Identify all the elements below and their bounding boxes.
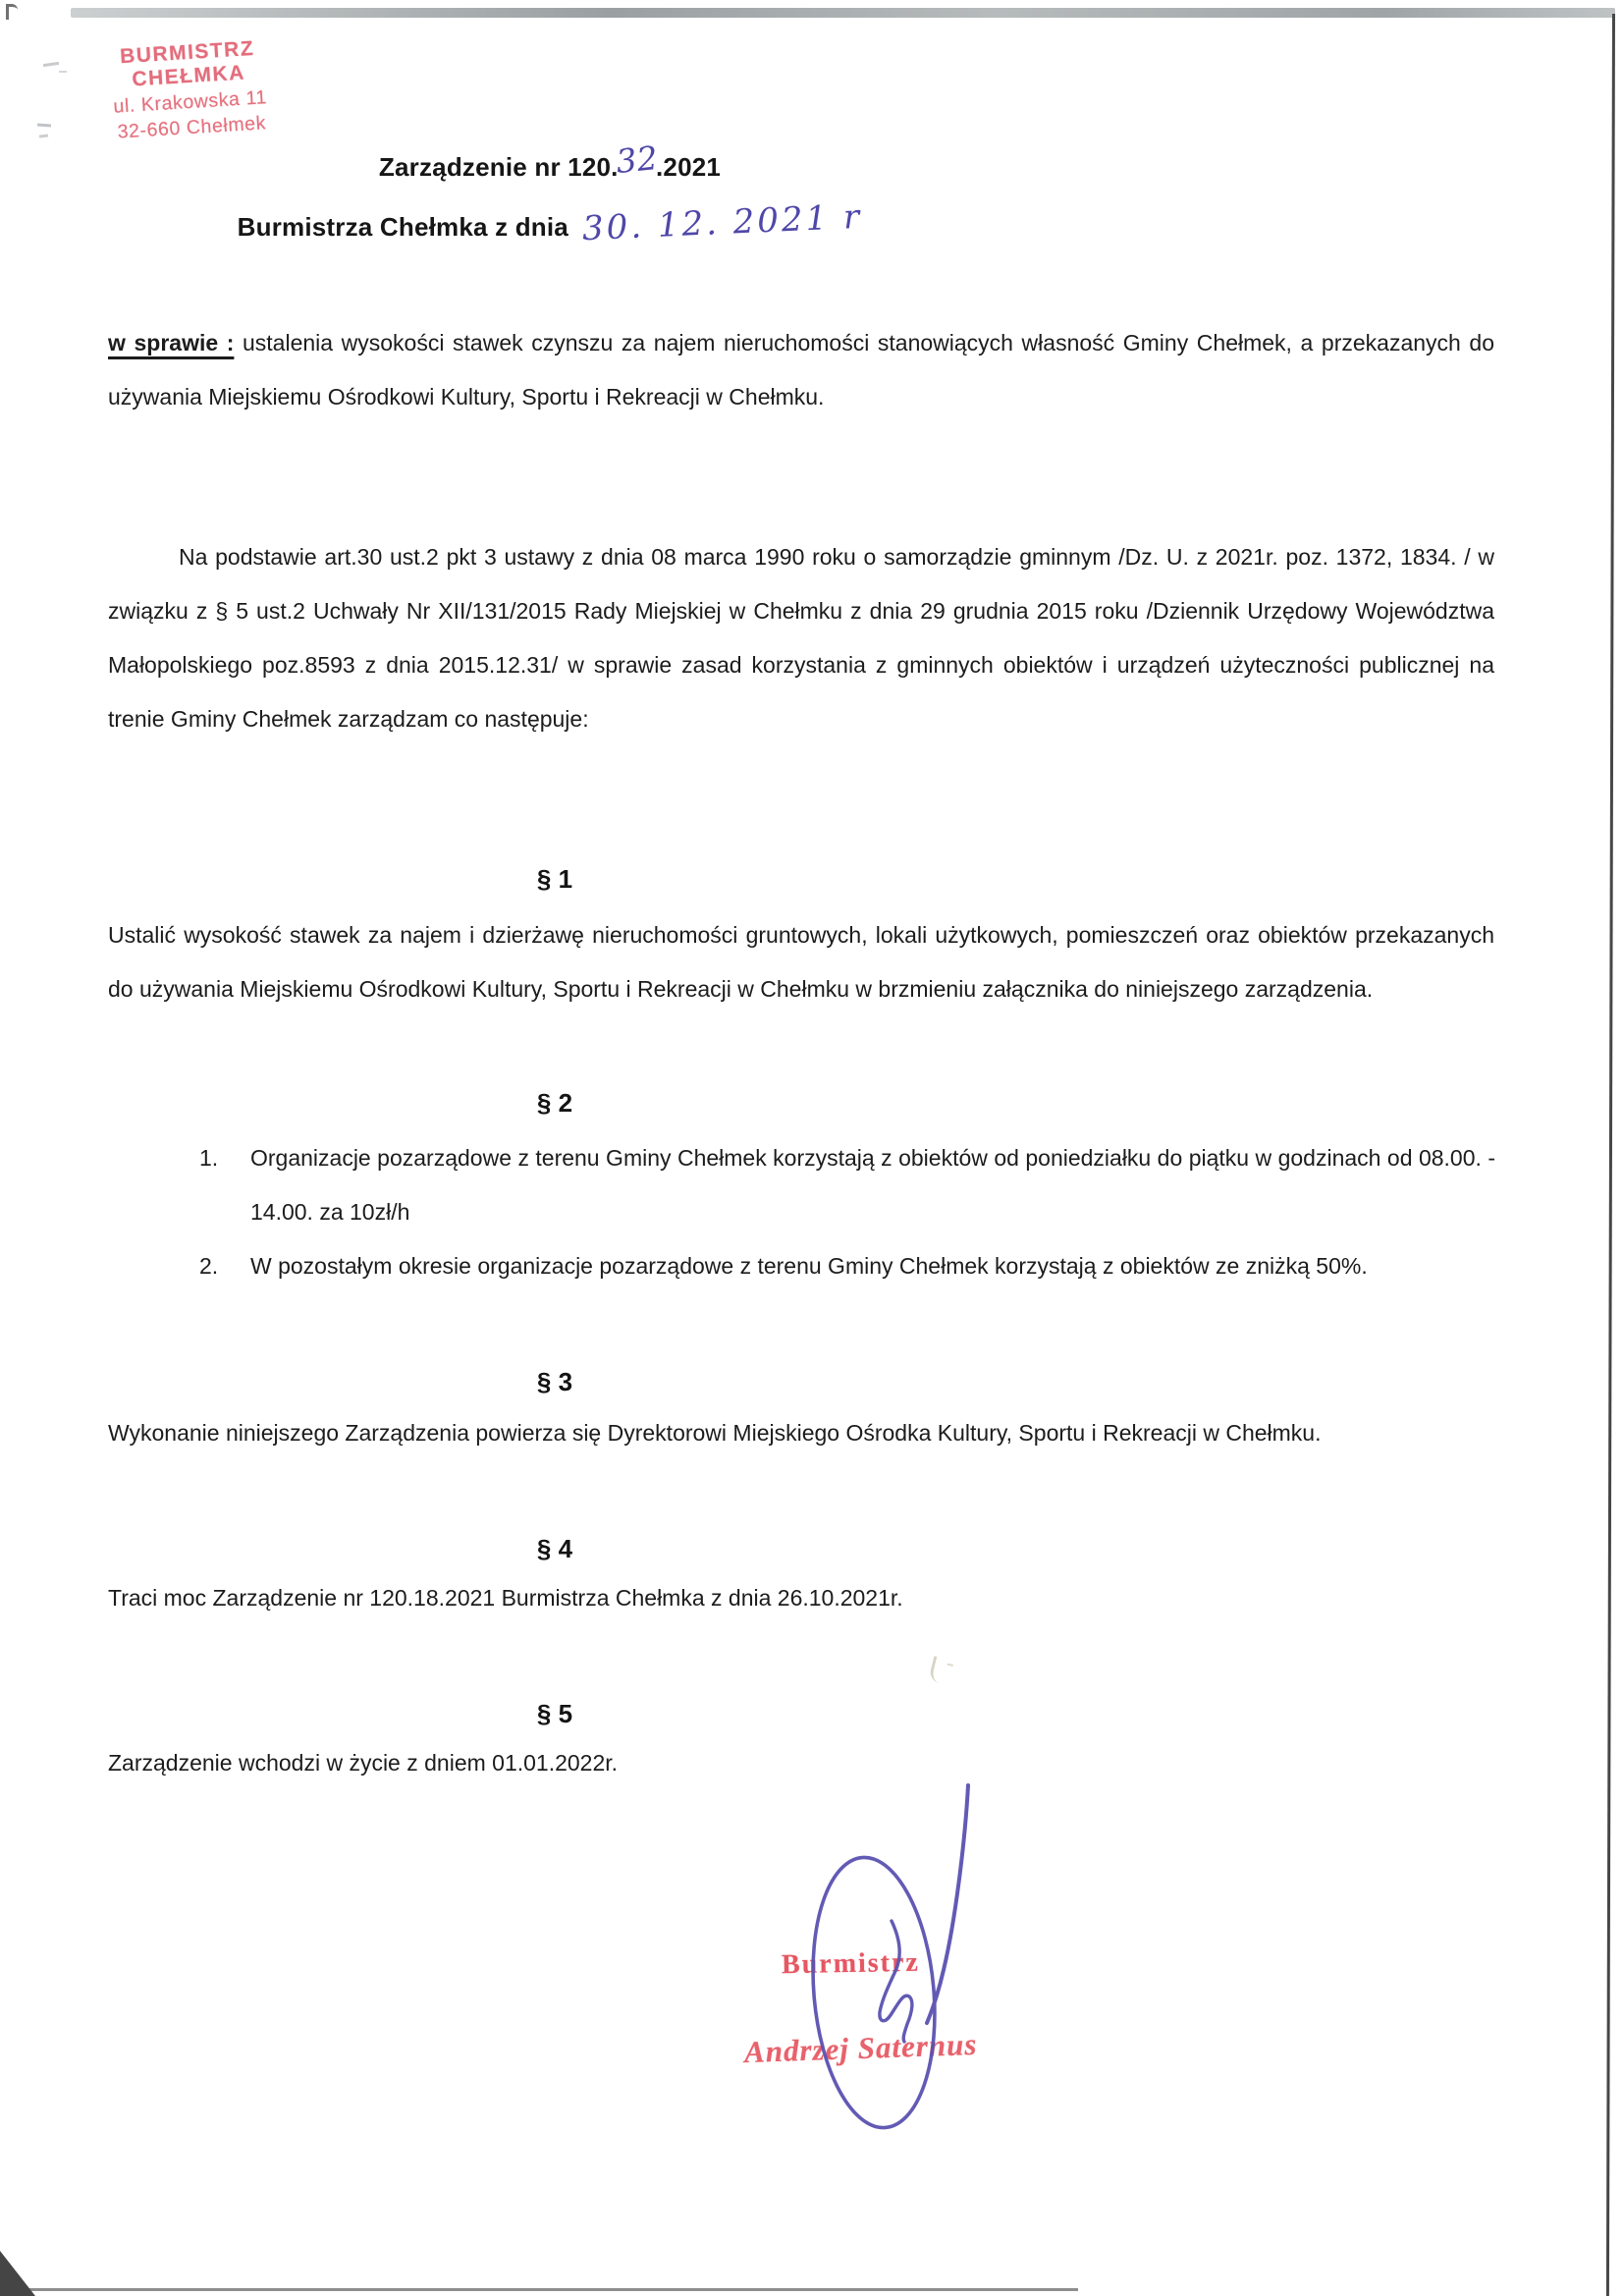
section-1-paragraph: Ustalić wysokość stawek za najem i dzierżawę nieruchomości gruntowych, lokali użytkowych, pomieszczeń oraz obiektów przekazanych do używania Miejskiemu Ośrodkowi Kultury, Sportu i Rekreacji w Chełmku w brzmieniu załącznika do niniejszego zarządzenia. bbox=[108, 922, 1494, 1002]
section-2-heading: § 2 bbox=[536, 1088, 573, 1118]
section-3-heading: § 3 bbox=[536, 1367, 573, 1396]
pencil-mark bbox=[59, 71, 67, 73]
stamp-office-name: BURMISTRZ CHEŁMKA bbox=[119, 36, 255, 91]
document-title bbox=[108, 137, 992, 249]
pencil-mark bbox=[39, 135, 48, 138]
mayor-name-stamp: Andrzej Saternus bbox=[743, 2026, 978, 2070]
scan-edge-right bbox=[1606, 14, 1615, 2296]
title-mayor-of: Burmistrza Chełmka z dnia bbox=[237, 212, 568, 242]
handwritten-signature bbox=[727, 1776, 1060, 2168]
section-5-paragraph: Zarządzenie wchodzi w życie z dniem 01.01.2022r. bbox=[108, 1750, 619, 1776]
scan-edge-bottom bbox=[0, 2288, 1078, 2291]
pencil-mark bbox=[37, 124, 51, 128]
title-line-ordinance-number bbox=[108, 137, 992, 184]
section-1-heading: § 1 bbox=[536, 864, 573, 894]
scan-corner-fold bbox=[0, 2251, 35, 2296]
list-number: 1. bbox=[199, 1145, 219, 1171]
title-suffix: .2021 bbox=[656, 152, 722, 182]
mayor-title-stamp: Burmistrz bbox=[781, 1946, 921, 1981]
stamp-street: ul. Krakowska 11 bbox=[112, 86, 268, 118]
section-2-item-2 bbox=[199, 1239, 1495, 1293]
subject-text: ustalenia wysokości stawek czynszu za najem nieruchomości stanowiących własność Gminy Chełmek, a przekazanych do używania Miejskiemu Ośrodkowi Kultury, Sportu i Rekreacji w Chełmku. bbox=[108, 330, 1494, 410]
subject-label: w sprawie : bbox=[108, 330, 235, 355]
title-prefix: Zarządzenie nr 120. bbox=[378, 152, 619, 182]
pencil-mark bbox=[43, 62, 59, 67]
legal-basis-paragraph: Na podstawie art.30 ust.2 pkt 3 ustawy z dnia 08 marca 1990 roku o samorządzie gminnym /Dz. U. z 2021r. poz. 1372, 1834. / w związku z § 5 ust.2 Uchwały Nr XII/131/2015 Rady Miejskiej w Chełmku z dnia 29 grudnia 2015 roku /Dziennik Urzędowy Województwa Małopolskiego poz.8593 z dnia 2015.12.31/ w sprawie zasad korzystania z gminnych obiektów i urządzeń użyteczności publicznej na trenie Gminy Chełmek zarządzam co następuje: bbox=[108, 544, 1494, 732]
pencil-tick-mark bbox=[928, 1656, 952, 1685]
list-text: Organizacje pozarządowe z terenu Gminy Chełmek korzystają z obiektów od poniedziałku do piątku w godzinach od 08.00. - 14.00. za 10zł/h bbox=[250, 1145, 1495, 1225]
list-text: W pozostałym okresie organizacje pozarządowe z terenu Gminy Chełmek korzystają z obiektów ze zniżką 50%. bbox=[250, 1253, 1368, 1279]
handwritten-date: 30. 12. 2021 r bbox=[581, 196, 863, 249]
list-number: 2. bbox=[199, 1253, 219, 1279]
scan-speck bbox=[6, 4, 18, 20]
section-4-heading: § 4 bbox=[536, 1534, 573, 1563]
office-address-stamp bbox=[74, 34, 305, 146]
section-4-paragraph: Traci moc Zarządzenie nr 120.18.2021 Burmistrza Chełmka z dnia 26.10.2021r. bbox=[108, 1585, 903, 1611]
section-5-heading: § 5 bbox=[536, 1699, 573, 1728]
scan-edge-top bbox=[71, 8, 1615, 18]
handwritten-ordinance-number: 32 bbox=[614, 137, 660, 182]
subject-paragraph bbox=[108, 316, 1494, 424]
stamp-city: 32-660 Chełmek bbox=[117, 112, 267, 143]
section-2-item-1 bbox=[199, 1131, 1495, 1239]
title-line-mayor-date bbox=[108, 196, 992, 249]
section-3-paragraph: Wykonanie niniejszego Zarządzenia powierza się Dyrektorowi Miejskiego Ośrodka Kultury, Sportu i Rekreacji w Chełmku. bbox=[108, 1420, 1322, 1446]
